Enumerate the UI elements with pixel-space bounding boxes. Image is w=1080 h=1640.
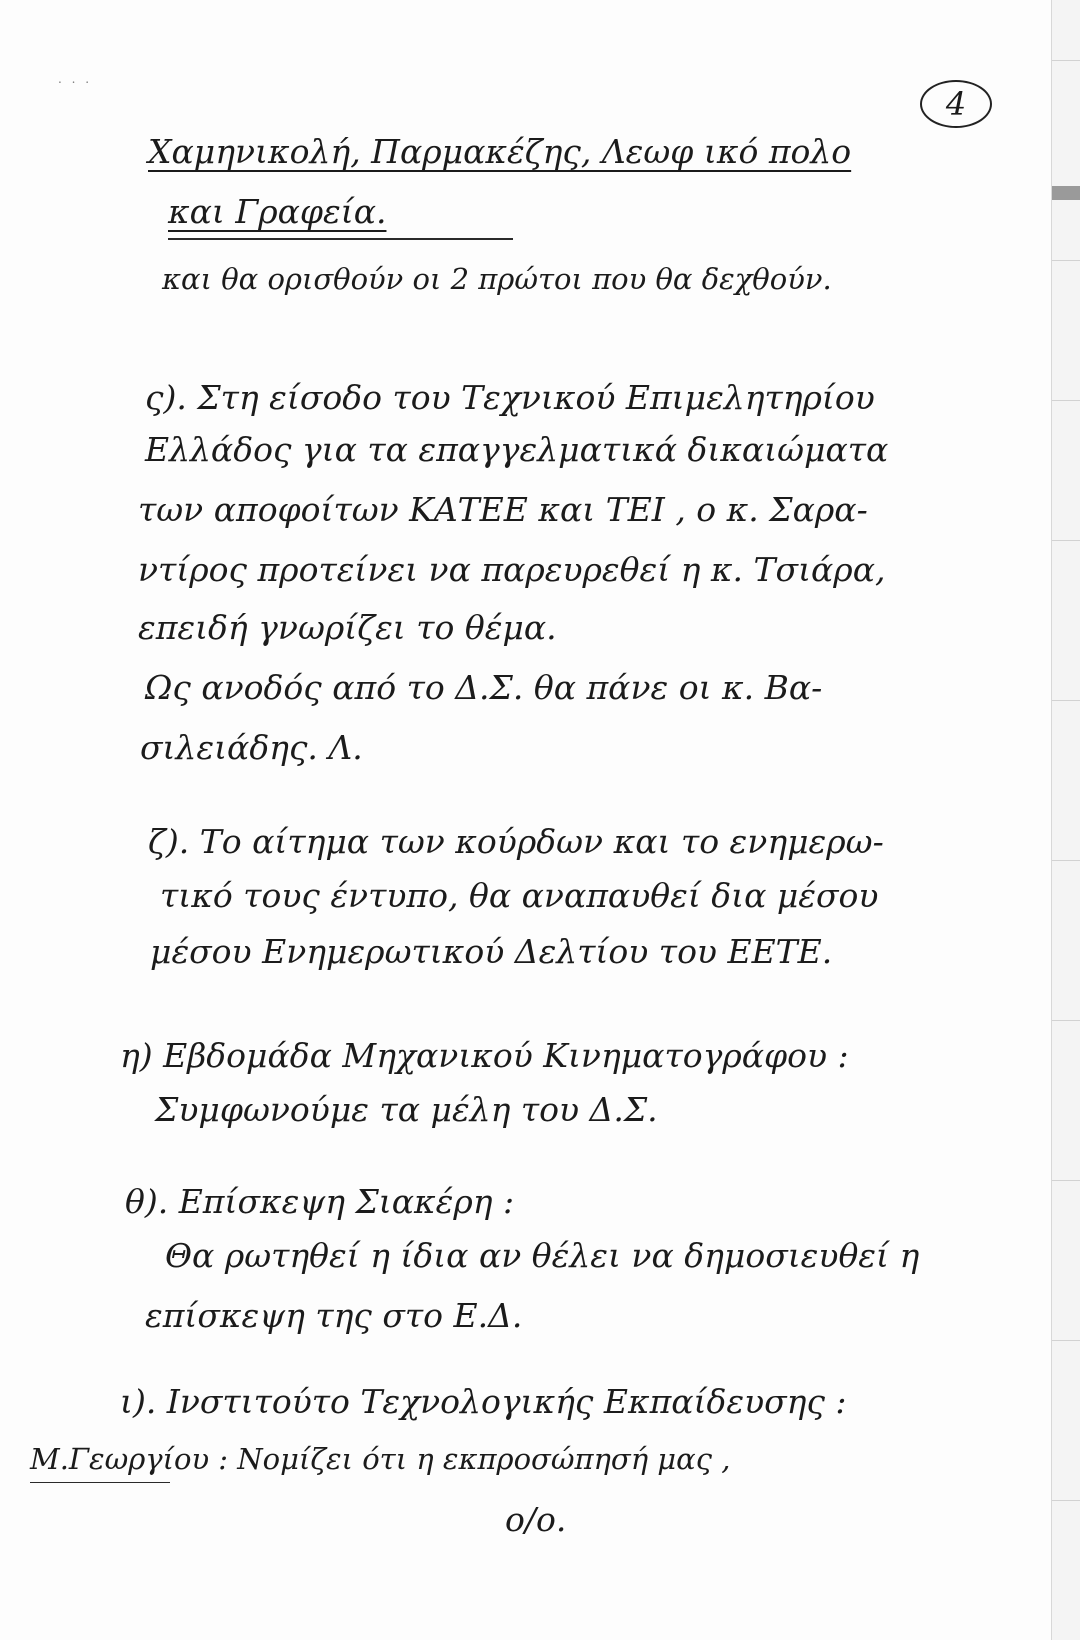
item-heading: θ). Επίσκεψη Σιακέρη : [125,1182,515,1221]
margin-rule [1052,60,1080,61]
margin-rule [1052,540,1080,541]
text-line: Χαμηνικολή, Παρμακέζης, Λεωφ ικό πολο [148,132,852,171]
margin-rule [1052,860,1080,861]
margin-rule [1052,1020,1080,1021]
margin-rule [1052,1500,1080,1501]
text-line: και θα ορισθούν οι 2 πρώτοι που θα δεχθούν. [162,262,832,296]
scanner-margin-strip [1051,0,1080,1640]
text-line: και Γραφεία. [168,192,387,231]
text-line: σιλειάδης. Λ. [140,728,363,767]
text-line: μέσου Ενημερωτικού Δελτίου του ΕΕΤΕ. [150,932,833,971]
page-number-circled [920,80,992,128]
item-heading: ς). Στη είσοδο του Τεχνικού Επιμελητηρίου [145,378,875,417]
underline-stroke [168,238,513,240]
text-line: των αποφοίτων ΚΑΤΕΕ και ΤΕΙ , ο κ. Σαρα- [138,490,868,529]
continuation-mark: ο/ο. [505,1500,567,1539]
item-heading: η) Εβδομάδα Μηχανικού Κινηματογράφου : [120,1036,849,1075]
underline-stroke [30,1482,170,1483]
margin-rule [1052,1340,1080,1341]
text-line: Συμφωνούμε τα μέλη του Δ.Σ. [155,1090,658,1129]
text-line: τικό τους έντυπο, θα αναπαυθεί δια μέσου [160,876,879,915]
margin-rule [1052,400,1080,401]
scan-artifact-dots: . . . [58,72,93,86]
text-line: Μ.Γεωργίου : Νομίζει ότι η εκπροσώπησή μας , [30,1442,731,1476]
text-line: επίσκεψη της στο Ε.Δ. [145,1296,523,1335]
text-line: Θα ρωτηθεί η ίδια αν θέλει να δημοσιευθεί η [165,1236,920,1275]
text-line: επειδή γνωρίζει το θέμα. [138,608,557,647]
text-line: ντίρος προτείνει να παρευρεθεί η κ. Τσιάρα, [138,550,886,589]
margin-rule [1052,260,1080,261]
margin-rule [1052,700,1080,701]
text-line: Ως ανοδός από το Δ.Σ. θα πάνε οι κ. Βα- [145,668,823,707]
text-line: Ελλάδος για τα επαγγελματικά δικαιώματα [145,430,889,469]
item-heading: ι). Ινστιτούτο Τεχνολογικής Εκπαίδευσης : [120,1382,847,1421]
margin-rule [1052,1180,1080,1181]
page-number-text: 4 [945,85,967,123]
item-heading: ζ). Το αίτημα των κούρδων και το ενημερω- [148,822,884,861]
margin-marker [1052,186,1080,200]
